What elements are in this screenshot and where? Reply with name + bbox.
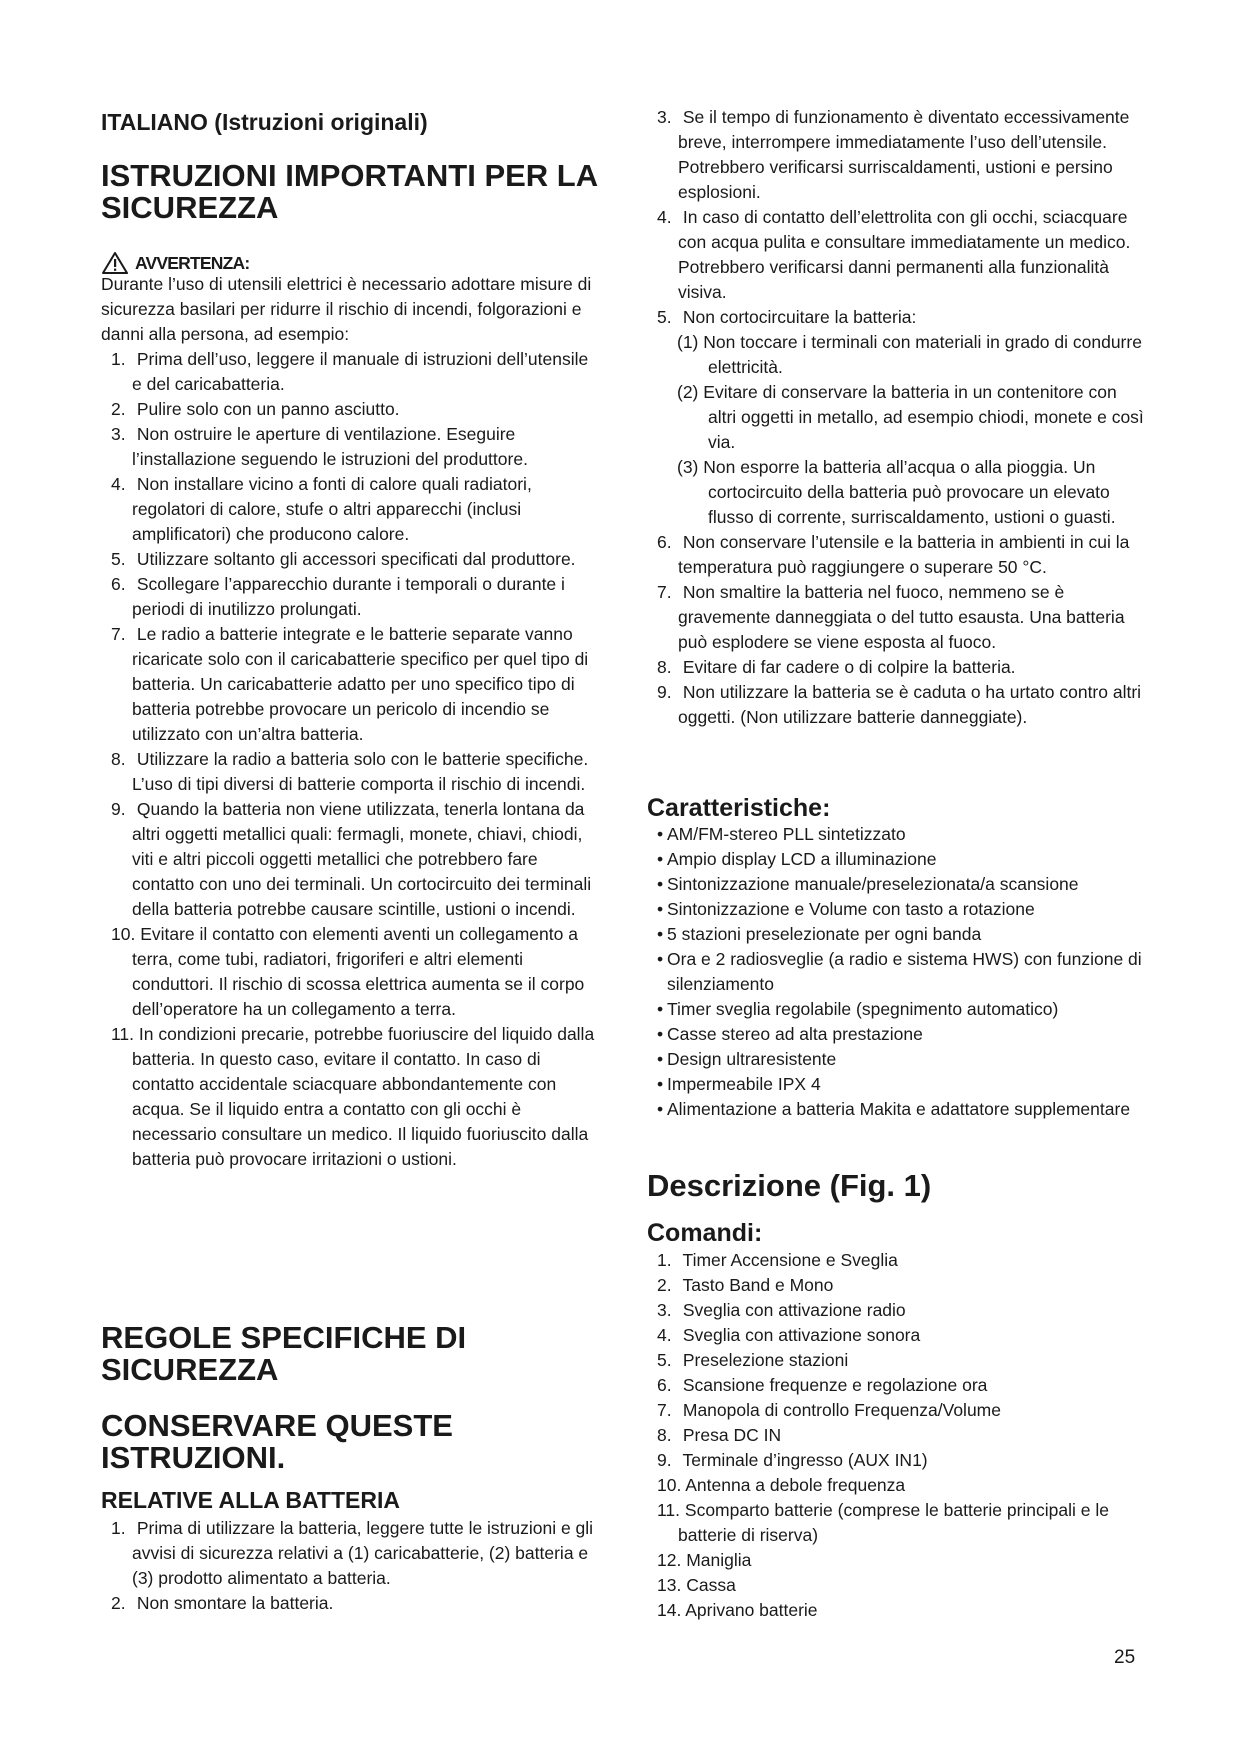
- safety-list: [101, 347, 601, 1172]
- list-item-text: Evitare il contatto con elementi aventi un collegamento a terra, come tubi, radiatori, frigoriferi e altri elementi conduttori. Il rischio di scossa elettrica aumenta se il corpo dell’operatore ha un collegamento a terra.: [132, 924, 585, 1019]
- list-item-text: Non toccare i terminali con materiali in grado di condurre elettricità.: [703, 332, 1142, 377]
- list-item: [647, 330, 1147, 380]
- list-item-text: Scollegare l’apparecchio durante i temporali o durante i periodi di inutilizzo prolungati.: [132, 574, 565, 619]
- feature-item: [647, 922, 1147, 947]
- feature-text: AM/FM-stereo PLL sintetizzato: [667, 824, 906, 844]
- list-item-number: 2.: [111, 1593, 126, 1613]
- list-item: [101, 1022, 601, 1172]
- battery-list-more: [647, 530, 1147, 730]
- bullet-icon: •: [657, 1024, 664, 1044]
- bullet-icon: •: [657, 949, 664, 969]
- list-item: [647, 1373, 1147, 1398]
- feature-text: Timer sveglia regolabile (spegnimento automatico): [667, 999, 1059, 1019]
- list-item-number: 1.: [657, 1250, 672, 1270]
- title-keep-instructions: CONSERVARE QUESTE ISTRUZIONI.: [101, 1408, 453, 1475]
- bullet-icon: •: [657, 899, 664, 919]
- list-item-number: (3): [677, 457, 699, 477]
- list-item-text: Utilizzare soltanto gli accessori specificati dal produttore.: [136, 549, 576, 569]
- list-item-number: 2.: [657, 1275, 672, 1295]
- bullet-icon: •: [657, 924, 664, 944]
- battery-list: [101, 1516, 601, 1616]
- feature-item: [647, 847, 1147, 872]
- list-item: [647, 680, 1147, 730]
- list-item: [101, 922, 601, 1022]
- list-item-text: Non smaltire la batteria nel fuoco, nemmeno se è gravemente danneggiata o del tutto esausta. Una batteria può esplodere se viene esposta al fuoco.: [678, 582, 1125, 652]
- feature-item: [647, 872, 1147, 897]
- controls-title: Comandi:: [647, 1219, 763, 1247]
- list-item-number: 7.: [657, 1400, 672, 1420]
- list-item-text: Utilizzare la radio a batteria solo con le batterie specifiche. L’uso di tipi diversi di batterie comporta il rischio di incendi.: [132, 749, 589, 794]
- list-item-number: 9.: [657, 1450, 672, 1470]
- list-item-number: 4.: [657, 1325, 672, 1345]
- list-item-text: Presa DC IN: [682, 1425, 782, 1445]
- list-item: [647, 1248, 1147, 1273]
- list-item: [647, 1473, 1147, 1498]
- list-item: [101, 347, 601, 397]
- list-item: [101, 397, 601, 422]
- list-item: [647, 380, 1147, 455]
- list-item-number: 5.: [111, 549, 126, 569]
- list-item: [647, 1423, 1147, 1448]
- list-item-text: Non installare vicino a fonti di calore quali radiatori, regolatori di calore, stufe o altri apparecchi (inclusi amplificatori) che producono calore.: [132, 474, 532, 544]
- list-item: [101, 1516, 601, 1591]
- feature-text: Impermeabile IPX 4: [667, 1074, 821, 1094]
- feature-text: Design ultraresistente: [667, 1049, 837, 1069]
- feature-item: [647, 1022, 1147, 1047]
- battery-block-continued: [647, 105, 1147, 730]
- list-item-number: 3.: [657, 1300, 672, 1320]
- list-item-number: 2.: [111, 399, 126, 419]
- list-item-text: Cassa: [686, 1575, 736, 1595]
- list-item-text: Maniglia: [686, 1550, 752, 1570]
- list-item: [647, 1398, 1147, 1423]
- list-item: [647, 530, 1147, 580]
- list-item-number: 3.: [111, 424, 126, 444]
- list-item-number: 3.: [657, 107, 672, 127]
- list-item-number: 7.: [657, 582, 672, 602]
- list-item: [647, 1273, 1147, 1298]
- list-item: [647, 1298, 1147, 1323]
- feature-item: [647, 822, 1147, 847]
- list-item-number: 8.: [657, 657, 672, 677]
- list-item-number: 1.: [111, 349, 126, 369]
- features-list: [647, 822, 1147, 1122]
- list-item: [647, 1573, 1147, 1598]
- list-item: [647, 1448, 1147, 1473]
- title-important-safety: ISTRUZIONI IMPORTANTI PER LA SICUREZZA: [101, 158, 597, 225]
- controls-list: [647, 1248, 1147, 1623]
- list-item-number: 11.: [657, 1500, 681, 1520]
- bullet-icon: •: [657, 999, 664, 1019]
- list-item-text: Timer Accensione e Sveglia: [682, 1250, 898, 1270]
- list-item-number: 6.: [111, 574, 126, 594]
- list-item-number: 10.: [657, 1475, 682, 1495]
- list-item: [647, 580, 1147, 655]
- list-item-text: Non esporre la batteria all’acqua o alla pioggia. Un cortocircuito della batteria può provocare un elevato flusso di corrente, surriscaldamento, ustioni o guasti.: [703, 457, 1116, 527]
- list-item-number: 10.: [111, 924, 136, 944]
- feature-text: Alimentazione a batteria Makita e adattatore supplementare: [667, 1099, 1131, 1119]
- list-item: [101, 572, 601, 622]
- list-item-text: Se il tempo di funzionamento è diventato eccessivamente breve, interrompere immediatamente l’uso dell’utensile. Potrebbero verificarsi surriscaldamenti, ustioni e persino esplosioni.: [678, 107, 1130, 202]
- list-item-text: Prima dell’uso, leggere il manuale di istruzioni dell’utensile e del caricabatteria.: [132, 349, 589, 394]
- list-item-text: Prima di utilizzare la batteria, leggere tutte le istruzioni e gli avvisi di sicurezza relativi a (1) caricabatterie, (2) batteria e (3) prodotto alimentato a batteria.: [132, 1518, 594, 1588]
- list-item-text: Scansione frequenze e regolazione ora: [682, 1375, 988, 1395]
- list-item-number: 8.: [657, 1425, 672, 1445]
- list-item-text: In caso di contatto dell’elettrolita con gli occhi, sciacquare con acqua pulita e consultare immediatamente un medico. Potrebbero verificarsi danni permanenti alla funzionalità visiva.: [678, 207, 1131, 302]
- intro-paragraph: Durante l’uso di utensili elettrici è necessario adottare misure di sicurezza basilari per ridurre il rischio di incendi, folgorazioni e danni alla persona, ad esempio:: [101, 274, 592, 344]
- list-item: [101, 422, 601, 472]
- list-item: [101, 797, 601, 922]
- list-item-text: Sveglia con attivazione sonora: [682, 1325, 921, 1345]
- list-item-text: Pulire solo con un panno asciutto.: [136, 399, 400, 419]
- list-item-number: 9.: [111, 799, 126, 819]
- list-item: [647, 455, 1147, 530]
- short-circuit-sublist: [647, 330, 1147, 530]
- list-item: [647, 1598, 1147, 1623]
- list-item: [647, 655, 1147, 680]
- list-item-number: 5.: [657, 307, 672, 327]
- list-item-text: Manopola di controllo Frequenza/Volume: [682, 1400, 1001, 1420]
- battery-block: [101, 1516, 601, 1616]
- list-item: [647, 105, 1147, 205]
- language-heading: ITALIANO (Istruzioni originali): [101, 109, 428, 135]
- list-item-number: 11.: [111, 1024, 135, 1044]
- safety-block: [101, 272, 601, 1172]
- list-item-text: Terminale d’ingresso (AUX IN1): [682, 1450, 928, 1470]
- feature-text: Ora e 2 radiosveglie (a radio e sistema HWS) con funzione di silenziamento: [667, 949, 1142, 994]
- list-item: [647, 1498, 1147, 1548]
- list-item-text: Tasto Band e Mono: [682, 1275, 834, 1295]
- list-item-text: Non cortocircuitare la batteria:: [682, 307, 917, 327]
- list-item: [101, 747, 601, 797]
- feature-item: [647, 1097, 1147, 1122]
- bullet-icon: •: [657, 1099, 664, 1119]
- feature-text: Sintonizzazione manuale/preselezionata/a scansione: [667, 874, 1079, 894]
- bullet-icon: •: [657, 874, 664, 894]
- list-item-text: Evitare di far cadere o di colpire la batteria.: [682, 657, 1016, 677]
- list-item-number: 8.: [111, 749, 126, 769]
- controls-block: [647, 1248, 1147, 1623]
- feature-item: [647, 897, 1147, 922]
- battery-list-continued: [647, 105, 1147, 330]
- page-number: 25: [1114, 1647, 1136, 1668]
- list-item-number: 1.: [111, 1518, 126, 1538]
- list-item-number: 4.: [111, 474, 126, 494]
- title-specific-rules: REGOLE SPECIFICHE DI SICUREZZA: [101, 1320, 467, 1387]
- list-item-text: Preselezione stazioni: [682, 1350, 849, 1370]
- feature-item: [647, 997, 1147, 1022]
- list-item-text: Quando la batteria non viene utilizzata, tenerla lontana da altri oggetti metallici quali: fermagli, monete, chiavi, chiodi, viti e altri piccoli oggetti metallici che potrebbero fare contatto con uno dei terminali. Un cortocircuito dei terminali della batteria potrebbe causare scintille, ustioni o incendi.: [132, 799, 592, 919]
- feature-item: [647, 1072, 1147, 1097]
- list-item: [647, 1323, 1147, 1348]
- list-item-text: Evitare di conservare la batteria in un contenitore con altri oggetti in metallo, ad esempio chiodi, monete e così via.: [703, 382, 1144, 452]
- list-item-text: Non conservare l’utensile e la batteria in ambienti in cui la temperatura può raggiungere o superare 50 °C.: [678, 532, 1130, 577]
- bullet-icon: •: [657, 849, 664, 869]
- list-item-number: 14.: [657, 1600, 682, 1620]
- list-item-text: Sveglia con attivazione radio: [682, 1300, 906, 1320]
- list-item-number: 6.: [657, 532, 672, 552]
- list-item: [101, 472, 601, 547]
- list-item-text: Non ostruire le aperture di ventilazione. Eseguire l’installazione seguendo le istruzioni del produttore.: [132, 424, 528, 469]
- list-item-text: Aprivano batterie: [685, 1600, 818, 1620]
- list-item-number: (1): [677, 332, 699, 352]
- feature-text: Ampio display LCD a illuminazione: [667, 849, 937, 869]
- list-item: [647, 205, 1147, 305]
- warning-text: AVVERTENZA:: [135, 252, 250, 273]
- list-item-number: 4.: [657, 207, 672, 227]
- feature-item: [647, 947, 1147, 997]
- list-item: [647, 1548, 1147, 1573]
- list-item-number: (2): [677, 382, 699, 402]
- list-item: [647, 305, 1147, 330]
- list-item-text: Non utilizzare la batteria se è caduta o ha urtato contro altri oggetti. (Non utilizzare batterie danneggiate).: [678, 682, 1142, 727]
- bullet-icon: •: [657, 824, 664, 844]
- list-item-number: 5.: [657, 1350, 672, 1370]
- list-item-text: Antenna a debole frequenza: [685, 1475, 906, 1495]
- list-item-number: 9.: [657, 682, 672, 702]
- list-item: [647, 1348, 1147, 1373]
- list-item-number: 13.: [657, 1575, 682, 1595]
- list-item-text: Non smontare la batteria.: [136, 1593, 334, 1613]
- list-item-number: 6.: [657, 1375, 672, 1395]
- title-battery: RELATIVE ALLA BATTERIA: [101, 1487, 400, 1513]
- list-item-text: Scomparto batterie (comprese le batterie principali e le batterie di riserva): [678, 1500, 1109, 1545]
- feature-item: [647, 1047, 1147, 1072]
- list-item: [101, 622, 601, 747]
- list-item-number: 7.: [111, 624, 126, 644]
- list-item-number: 12.: [657, 1550, 682, 1570]
- bullet-icon: •: [657, 1074, 664, 1094]
- feature-text: Casse stereo ad alta prestazione: [667, 1024, 923, 1044]
- feature-text: 5 stazioni preselezionate per ogni banda: [667, 924, 982, 944]
- list-item: [101, 1591, 601, 1616]
- list-item-text: Le radio a batterie integrate e le batterie separate vanno ricaricate solo con il caricabatterie specifico per quel tipo di batteria. Un caricabatterie adatto per uno specifico tipo di batteria potrebbe provocare un pericolo di incendio se utilizzato con un’altra batteria.: [132, 624, 589, 744]
- features-title: Caratteristiche:: [647, 794, 831, 822]
- feature-text: Sintonizzazione e Volume con tasto a rotazione: [667, 899, 1035, 919]
- description-title: Descrizione (Fig. 1): [647, 1168, 932, 1203]
- features-block: [647, 822, 1147, 1122]
- list-item-text: In condizioni precarie, potrebbe fuoriuscire del liquido dalla batteria. In questo caso, evitare il contatto. In caso di contatto accidentale sciacquare abbondantemente con acqua. Se il liquido entra a contatto con gli occhi è necessario consultare un medico. Il liquido fuoriuscito dalla batteria può provocare irritazioni o ustioni.: [132, 1024, 595, 1169]
- bullet-icon: •: [657, 1049, 664, 1069]
- list-item: [101, 547, 601, 572]
